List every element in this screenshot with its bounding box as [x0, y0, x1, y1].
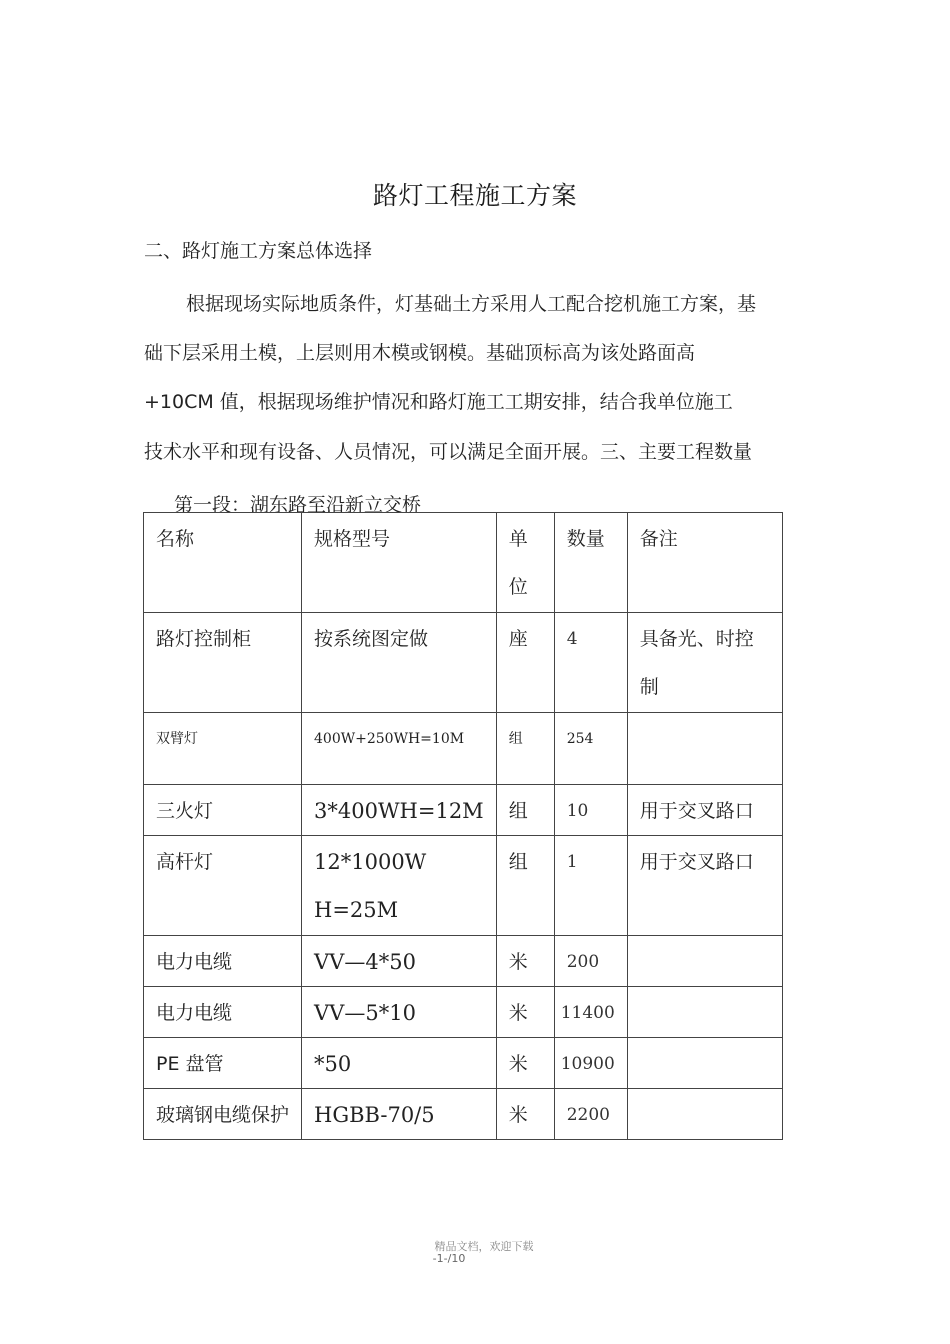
table-row	[144, 1038, 783, 1089]
table-row	[144, 613, 783, 713]
row-name: 玻璃钢电缆保护	[156, 1104, 290, 1126]
header-spec: 规格型号	[302, 513, 497, 613]
row-unit: 座	[508, 628, 528, 650]
section-heading: 二、路灯施工方案总体选择	[144, 240, 373, 262]
header-qty: 数量	[554, 513, 627, 613]
row-spec: 400W+250WH=10M	[314, 731, 465, 747]
header-unit: 单位	[496, 513, 554, 613]
row-qty: 11400	[560, 1003, 615, 1023]
row-note: 用于交叉路口	[639, 851, 754, 873]
row-note: 用于交叉路口	[639, 800, 754, 822]
row-name: 路灯控制柜	[156, 628, 252, 650]
quantity-table	[143, 512, 783, 1140]
row-name: 三火灯	[156, 800, 214, 822]
row-qty: 10900	[560, 1054, 615, 1074]
footer-note: 精品文档，欢迎下载	[434, 1240, 534, 1253]
table-caption: 第一段：湖东路至沿新立交桥	[174, 494, 422, 516]
table-header-row	[144, 513, 783, 613]
table-row	[144, 987, 783, 1038]
row-name: PE 盘管	[156, 1053, 224, 1075]
row-unit: 米	[508, 1053, 528, 1075]
row-qty: 10	[566, 801, 589, 821]
row-unit: 组	[508, 800, 528, 822]
row-spec: VV—5*10	[314, 1001, 416, 1025]
paragraph-line-1: 根据现场实际地质条件，灯基础土方采用人工配合挖机施工方案，基	[186, 293, 757, 315]
row-spec: 按系统图定做	[314, 628, 429, 650]
row-unit: 米	[508, 1104, 528, 1126]
row-unit: 米	[508, 951, 528, 973]
paragraph-line-2: 础下层采用土模，上层则用木模或钢模。基础顶标高为该处路面高	[144, 342, 696, 364]
row-name: 高杆灯	[156, 851, 214, 873]
header-name: 名称	[144, 513, 302, 613]
table-row	[144, 713, 783, 785]
row-unit: 米	[508, 1002, 528, 1024]
table-row	[144, 936, 783, 987]
row-qty: 200	[566, 952, 600, 972]
row-spec: 3*400WH=12M	[314, 799, 484, 823]
row-name: 电力电缆	[156, 1002, 233, 1024]
row-qty: 2200	[566, 1105, 610, 1125]
header-note: 备注	[627, 513, 782, 613]
row-unit: 组	[508, 731, 523, 747]
table-row	[144, 836, 783, 936]
row-qty: 254	[566, 731, 594, 747]
table-row	[144, 785, 783, 836]
table-row	[144, 1089, 783, 1140]
row-note: 具备光、时控制	[639, 628, 754, 698]
row-name: 电力电缆	[156, 951, 233, 973]
paragraph-line-4: 技术水平和现有设备、人员情况，可以满足全面开展。三、主要工程数量	[144, 441, 753, 463]
row-qty: 4	[566, 629, 578, 649]
page-title: 路灯工程施工方案	[372, 181, 577, 210]
page-number: -1-/10	[432, 1252, 466, 1265]
paragraph-line-3: +10CM 值，根据现场维护情况和路灯施工工期安排，结合我单位施工	[144, 391, 733, 413]
row-spec: 12*1000WH=25M	[314, 850, 427, 922]
row-qty: 1	[566, 852, 578, 872]
row-spec: HGBB-70/5	[314, 1103, 435, 1127]
row-unit: 组	[508, 851, 528, 873]
row-spec: *50	[314, 1052, 352, 1076]
row-name: 双臂灯	[156, 731, 198, 747]
row-spec: VV—4*50	[314, 950, 416, 974]
